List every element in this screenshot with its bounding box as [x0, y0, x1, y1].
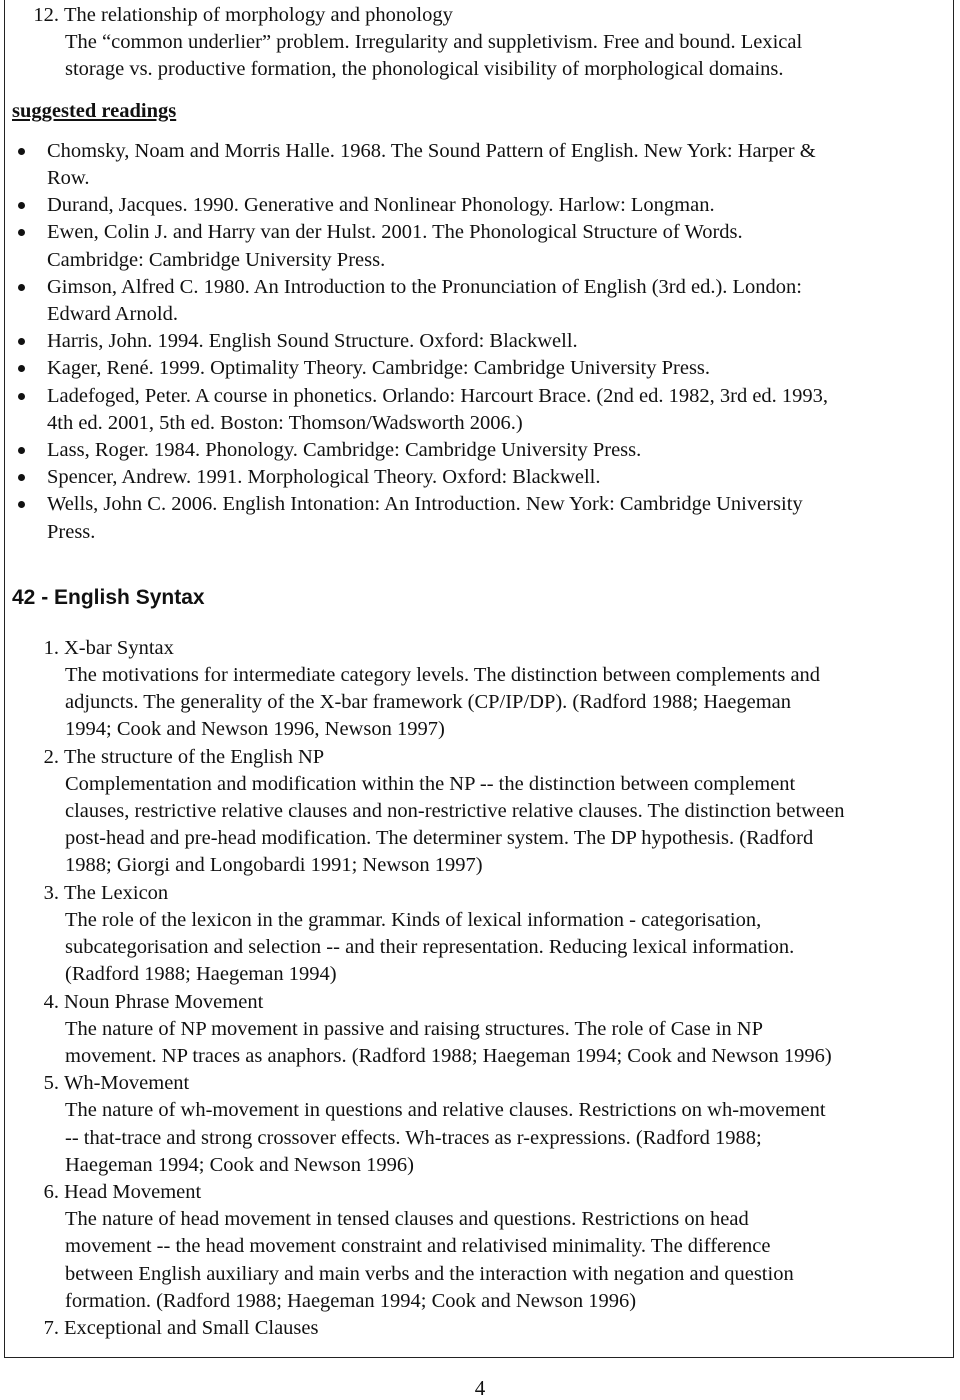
reference-line: Durand, Jacques. 1990. Generative and Nonlinear Phonology. Harlow: Longman.: [47, 194, 715, 217]
bullet-icon: [18, 501, 25, 508]
document-body: [0, 2, 950, 1342]
topic-line: (Radford 1988; Haegeman 1994): [65, 963, 337, 986]
topic-item: [0, 880, 950, 989]
topic-item: [0, 1070, 950, 1179]
topic-number: 4.: [43, 990, 59, 1013]
section-12-line: storage vs. productive formation, the phonological visibility of morphological domains.: [65, 58, 784, 81]
bullet-icon: [18, 338, 25, 345]
topic-line: subcategorisation and selection -- and their representation. Reducing lexical information.: [65, 936, 795, 959]
topic-line: The motivations for intermediate category levels. The distinction between complements and: [65, 664, 821, 687]
reference-line: Ewen, Colin J. and Harry van der Hulst. 2001. The Phonological Structure of Words.: [47, 221, 743, 244]
reference-item: [0, 192, 950, 219]
bullet-icon: [18, 474, 25, 481]
reference-line: Row.: [47, 167, 90, 190]
bullet-icon: [18, 229, 25, 236]
topic-title: Head Movement: [64, 1180, 202, 1203]
topic-line: Haegeman 1994; Cook and Newson 1996): [65, 1153, 415, 1176]
topic-line: The nature of wh-movement in questions and relative clauses. Restrictions on wh-movement: [65, 1099, 826, 1122]
topic-line: 1988; Giorgi and Longobardi 1991; Newson 1997): [65, 854, 483, 877]
reference-item: [0, 464, 950, 491]
suggested-readings-heading: suggested readings: [12, 99, 177, 122]
section-12: [0, 2, 950, 84]
bullet-icon: [18, 365, 25, 372]
topic-number: 3.: [43, 881, 59, 904]
bullet-icon: [18, 393, 25, 400]
section-12-title-row: [0, 2, 950, 29]
topic-title: Exceptional and Small Clauses: [64, 1316, 319, 1339]
topic-line: The nature of head movement in tensed clauses and questions. Restrictions on head: [65, 1208, 749, 1231]
topic-line: between English auxiliary and main verbs and the interaction with negation and question: [65, 1262, 794, 1285]
topic-title: Wh-Movement: [64, 1072, 190, 1095]
reference-line: Cambridge: Cambridge University Press.: [47, 248, 386, 271]
reference-item: [0, 355, 950, 382]
page-number: 4: [474, 1376, 486, 1400]
reference-line: Edward Arnold.: [47, 303, 178, 326]
topic-title: X-bar Syntax: [64, 636, 174, 659]
section-12-line: The “common underlier” problem. Irregularity and suppletivism. Free and bound. Lexical: [65, 31, 803, 54]
topic-line: post-head and pre-head modification. The determiner system. The DP hypothesis. (Radford: [65, 827, 814, 850]
reference-item: [0, 138, 950, 192]
bullet-icon: [18, 148, 25, 155]
reference-item: [0, 383, 950, 437]
section-title: The relationship of morphology and phonology: [64, 4, 453, 26]
reference-line: Lass, Roger. 1984. Phonology. Cambridge: Cambridge University Press.: [47, 439, 642, 462]
topic-line: The nature of NP movement in passive and raising structures. The role of Case in NP: [65, 1017, 763, 1040]
reference-line: Gimson, Alfred C. 1980. An Introduction to the Pronunciation of English (3rd ed.). London:: [47, 275, 802, 298]
reference-list: [0, 138, 950, 546]
reference-line: Harris, John. 1994. English Sound Structure. Oxford: Blackwell.: [47, 330, 578, 353]
topic-number: 6.: [43, 1180, 59, 1203]
reference-line: 4th ed. 2001, 5th ed. Boston: Thomson/Wadsworth 2006.): [47, 411, 523, 434]
topic-item: [0, 744, 950, 880]
reference-line: Wells, John C. 2006. English Intonation: An Introduction. New York: Cambridge University: [47, 493, 803, 516]
topic-title: Noun Phrase Movement: [64, 990, 264, 1013]
reference-item: [0, 219, 950, 273]
bullet-icon: [18, 202, 25, 209]
topic-line: The role of the lexicon in the grammar. Kinds of lexical information - categorisation,: [65, 908, 762, 931]
topic-line: -- that-trace and strong crossover effects. Wh-traces as r-expressions. (Radford 1988;: [65, 1126, 762, 1149]
topic-line: Complementation and modification within the NP -- the distinction between complement: [65, 772, 796, 795]
topic-line: 1994; Cook and Newson 1996, Newson 1997): [65, 718, 445, 741]
reference-line: Kager, René. 1999. Optimality Theory. Cambridge: Cambridge University Press.: [47, 357, 711, 380]
topic-item: [0, 989, 950, 1071]
topic-line: formation. (Radford 1988; Haegeman 1994; Cook and Newson 1996): [65, 1289, 637, 1312]
bullet-icon: [18, 284, 25, 291]
topic-line: movement. NP traces as anaphors. (Radford 1988; Haegeman 1994; Cook and Newson 1996): [65, 1044, 832, 1067]
topic-list: [0, 635, 950, 1342]
topic-line: movement -- the head movement constraint and relativised minimality. The difference: [65, 1235, 771, 1258]
topic-title: The Lexicon: [64, 881, 169, 904]
bullet-icon: [18, 447, 25, 454]
topic-item: [0, 1315, 950, 1342]
section-number: 12.: [33, 4, 59, 26]
reference-line: Ladefoged, Peter. A course in phonetics. Orlando: Harcourt Brace. (2nd ed. 1982, 3rd ed. 1993,: [47, 384, 829, 407]
topic-line: adjuncts. The generality of the X-bar framework (CP/IP/DP). (Radford 1988; Haegeman: [65, 691, 792, 714]
reference-item: [0, 328, 950, 355]
reference-item: [0, 274, 950, 328]
reference-line: Spencer, Andrew. 1991. Morphological Theory. Oxford: Blackwell.: [47, 466, 601, 489]
topic-line: clauses, restrictive relative clauses and non-restrictive relative clauses. The distinction between: [65, 800, 845, 823]
topic-item: [0, 1179, 950, 1315]
topic-number: 5.: [43, 1072, 59, 1095]
course-heading: 42 - English Syntax: [12, 585, 205, 609]
topic-number: 7.: [43, 1316, 59, 1339]
reference-line: Press.: [47, 520, 96, 543]
topic-item: [0, 635, 950, 744]
reference-line: Chomsky, Noam and Morris Halle. 1968. The Sound Pattern of English. New York: Harper &: [47, 139, 816, 162]
topic-number: 2.: [43, 745, 59, 768]
topic-title: The structure of the English NP: [64, 745, 325, 768]
reference-item: [0, 437, 950, 464]
topic-number: 1.: [43, 636, 59, 659]
reference-item: [0, 491, 950, 545]
